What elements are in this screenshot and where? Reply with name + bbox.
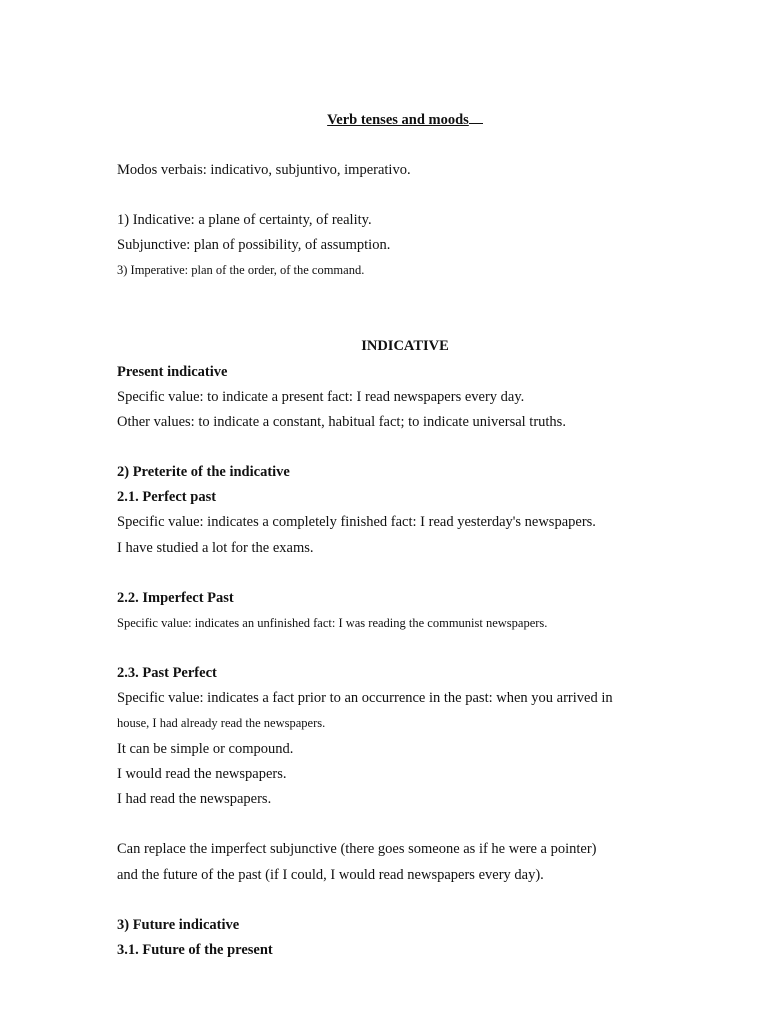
- present-line-2: Other values: to indicate a constant, habitual fact; to indicate universal truths.: [117, 414, 566, 430]
- mood-item-subjunctive: Subjunctive: plan of possibility, of assumption.: [117, 237, 391, 253]
- document-title-text: Verb tenses and moods: [327, 112, 469, 128]
- heading-perfect-past: 2.1. Perfect past: [117, 489, 217, 505]
- intro-line: Modos verbais: indicativo, subjuntivo, imperativo.: [117, 162, 411, 178]
- replace-line-2: and the future of the past (if I could, I would read newspapers every day).: [117, 867, 544, 883]
- past-perfect-line-2: house, I had already read the newspapers.: [117, 716, 326, 730]
- present-line-1: Specific value: to indicate a present fact: I read newspapers every day.: [117, 389, 525, 405]
- heading-past-perfect: 2.3. Past Perfect: [117, 665, 217, 681]
- mood-item-indicative: 1) Indicative: a plane of certainty, of reality.: [117, 212, 372, 228]
- heading-future-indicative: 3) Future indicative: [117, 917, 240, 933]
- past-perfect-line-3: It can be simple or compound.: [117, 741, 294, 757]
- past-perfect-line-1: Specific value: indicates a fact prior to an occurrence in the past: when you arrived in: [117, 690, 613, 706]
- heading-preterite: 2) Preterite of the indicative: [117, 464, 290, 480]
- document-title: [0, 111, 768, 129]
- section-heading-indicative: INDICATIVE: [361, 338, 449, 354]
- title-underline-trail: [469, 111, 483, 124]
- replace-line-1: Can replace the imperfect subjunctive (there goes someone as if he were a pointer): [117, 841, 597, 857]
- past-perfect-line-5: I had read the newspapers.: [117, 791, 272, 807]
- perfect-past-line-2: I have studied a lot for the exams.: [117, 540, 314, 556]
- heading-imperfect-past: 2.2. Imperfect Past: [117, 590, 234, 606]
- heading-present-indicative: Present indicative: [117, 364, 228, 380]
- mood-item-imperative: 3) Imperative: plan of the order, of the command.: [117, 263, 365, 277]
- imperfect-past-line-1: Specific value: indicates an unfinished fact: I was reading the communist newspapers.: [117, 616, 548, 630]
- heading-future-of-present: 3.1. Future of the present: [117, 942, 273, 958]
- perfect-past-line-1: Specific value: indicates a completely finished fact: I read yesterday's newspapers.: [117, 514, 596, 530]
- past-perfect-line-4: I would read the newspapers.: [117, 766, 287, 782]
